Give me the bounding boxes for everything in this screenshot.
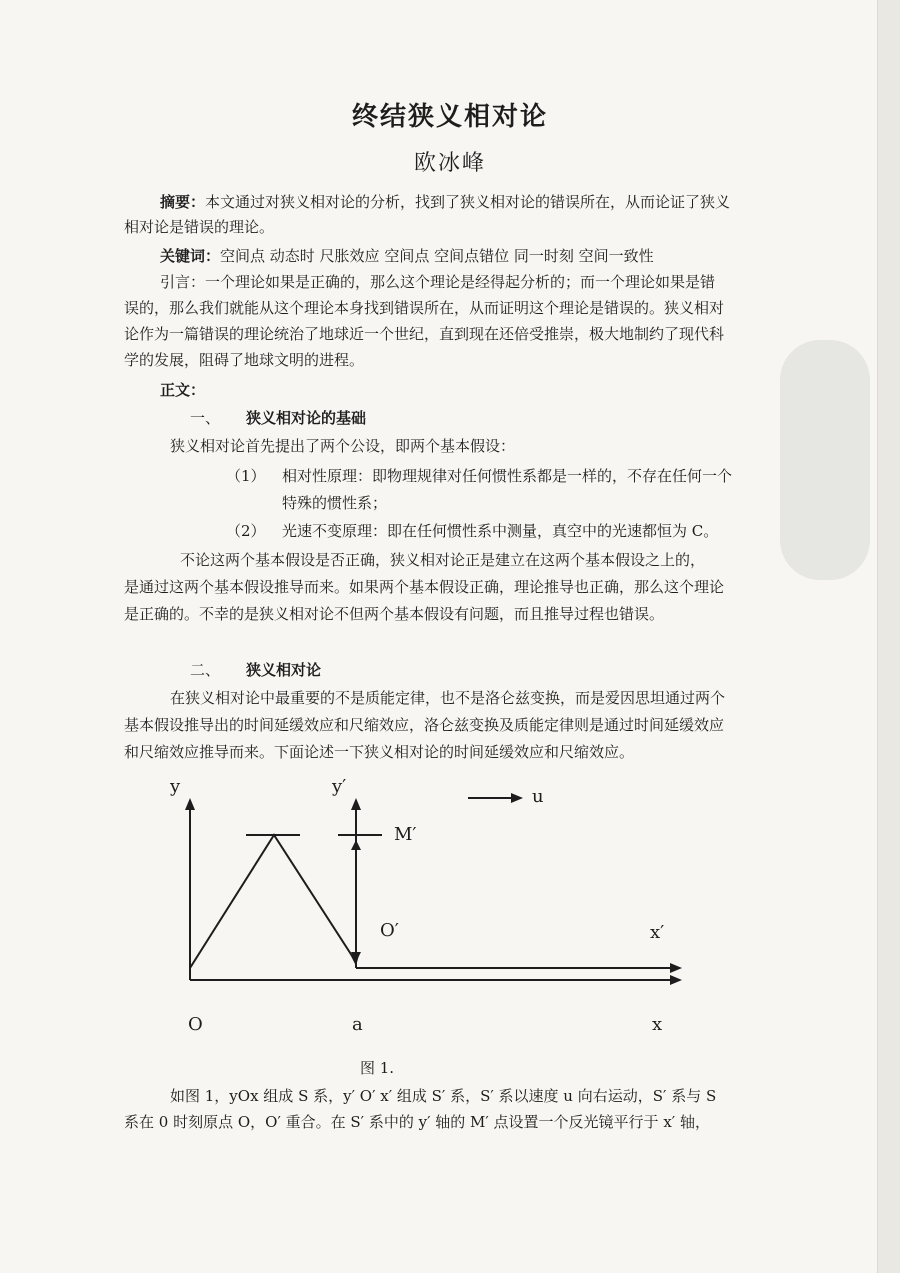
section2-paragraph-line-3: 和尺缩效应推导而来。下面论述一下狭义相对论的时间延缓效应和尺缩效应。	[124, 743, 635, 761]
para-after-line-2: 系在 0 时刻原点 O，O′ 重合。在 S′ 系中的 y′ 轴的 M′ 点设置一个反光镜平行于 x′ 轴，	[124, 1113, 710, 1131]
label-x-prime: x′	[650, 922, 665, 943]
abstract-line-2: 相对论是错误的理论。	[124, 218, 275, 236]
label-u: u	[532, 786, 544, 807]
label-O: O	[188, 1014, 203, 1035]
keywords-text: 空间点 动态时 尺胀效应 空间点 空间点错位 同一时刻 空间一致性	[220, 247, 654, 265]
intro-line-4: 学的发展，阻碍了地球文明的进程。	[124, 351, 365, 369]
x-prime-axis-arrowhead	[670, 963, 682, 973]
section1-paragraph-2-line-1: 不论这两个基本假设是否正确，狭义相对论正是建立在这两个基本假设之上的，	[180, 551, 706, 569]
item2-number: （2）	[226, 522, 266, 540]
figure-1-diagram	[0, 770, 900, 1060]
intro-line-1	[160, 272, 715, 292]
section2-paragraph-line-1: 在狭义相对论中最重要的不是质能定律，也不是洛仑兹变换，而是爱因思坦通过两个	[170, 689, 726, 707]
page-title: 终结狭义相对论	[351, 102, 548, 132]
label-M-prime: M′	[394, 824, 417, 845]
intro-line-3: 论作为一篇错误的理论统治了地球近一个世纪，直到现在还倍受推崇，极大地制约了现代科	[124, 325, 725, 343]
item1-line-1: 相对性原理：即物理规律对任何惯性系都是一样的，不存在任何一个	[282, 467, 733, 485]
item2-text: 光速不变原理：即在任何惯性系中测量，真空中的光速都恒为 C。	[282, 522, 719, 540]
abstract-line-1	[160, 192, 730, 212]
y-prime-axis-arrowhead	[351, 798, 361, 810]
abstract-label: 摘要：	[160, 193, 206, 211]
intro-label: 引言：	[160, 273, 206, 291]
abstract-text-1: 本文通过对狭义相对论的分析，找到了狭义相对论的错误所在，从而论证了狭义	[205, 193, 731, 211]
u-arrow-head	[511, 793, 523, 803]
section1-paragraph-1: 狭义相对论首先提出了两个公设，即两个基本假设：	[170, 437, 516, 455]
section1-paragraph-2-line-3: 是正确的。不幸的是狭义相对论不但两个基本假设有问题，而且推导过程也错误。	[124, 605, 665, 623]
label-a: a	[352, 1014, 363, 1035]
x-axis-arrowhead	[670, 975, 682, 985]
item1-number: （1）	[226, 467, 266, 485]
keywords-line	[160, 246, 654, 266]
section2-number: 二、	[190, 661, 221, 679]
section2-paragraph-line-2: 基本假设推导出的时间延缓效应和尺缩效应，洛仑兹变换及质能定律则是通过时间延缓效应	[124, 716, 725, 734]
y-axis-arrowhead	[185, 798, 195, 810]
keywords-label: 关键词：	[160, 247, 221, 265]
section1-heading: 狭义相对论的基础	[246, 409, 367, 427]
light-path	[190, 835, 356, 968]
label-y-prime: y′	[332, 776, 347, 797]
para-after-line-1: 如图 1，yOx 组成 S 系，y′ O′ x′ 组成 S′ 系，S′ 系以速度 u 向右运动，S′ 系与 S	[170, 1087, 717, 1105]
intro-text-1: 一个理论如果是正确的，那么这个理论是经得起分析的；而一个理论如果是错	[205, 273, 716, 291]
watermark-stamp	[770, 330, 880, 590]
label-x: x	[652, 1014, 663, 1035]
height-marker-top-arrow	[351, 840, 361, 850]
scan-edge	[877, 0, 900, 1273]
section1-paragraph-2-line-2: 是通过这两个基本假设推导而来。如果两个基本假设正确，理论推导也正确，那么这个理论	[124, 578, 725, 596]
section1-number: 一、	[190, 409, 221, 427]
figure-caption: 图 1.	[360, 1059, 395, 1077]
section2-heading: 狭义相对论	[246, 661, 322, 679]
label-O-prime: O′	[380, 920, 399, 941]
label-y: y	[170, 776, 181, 797]
item1-line-2: 特殊的惯性系；	[282, 494, 388, 512]
intro-line-2: 误的，那么我们就能从这个理论本身找到错误所在，从而证明这个理论是错误的。狭义相对	[124, 299, 725, 317]
author-name: 欧冰峰	[413, 151, 486, 176]
body-label: 正文：	[160, 381, 206, 399]
